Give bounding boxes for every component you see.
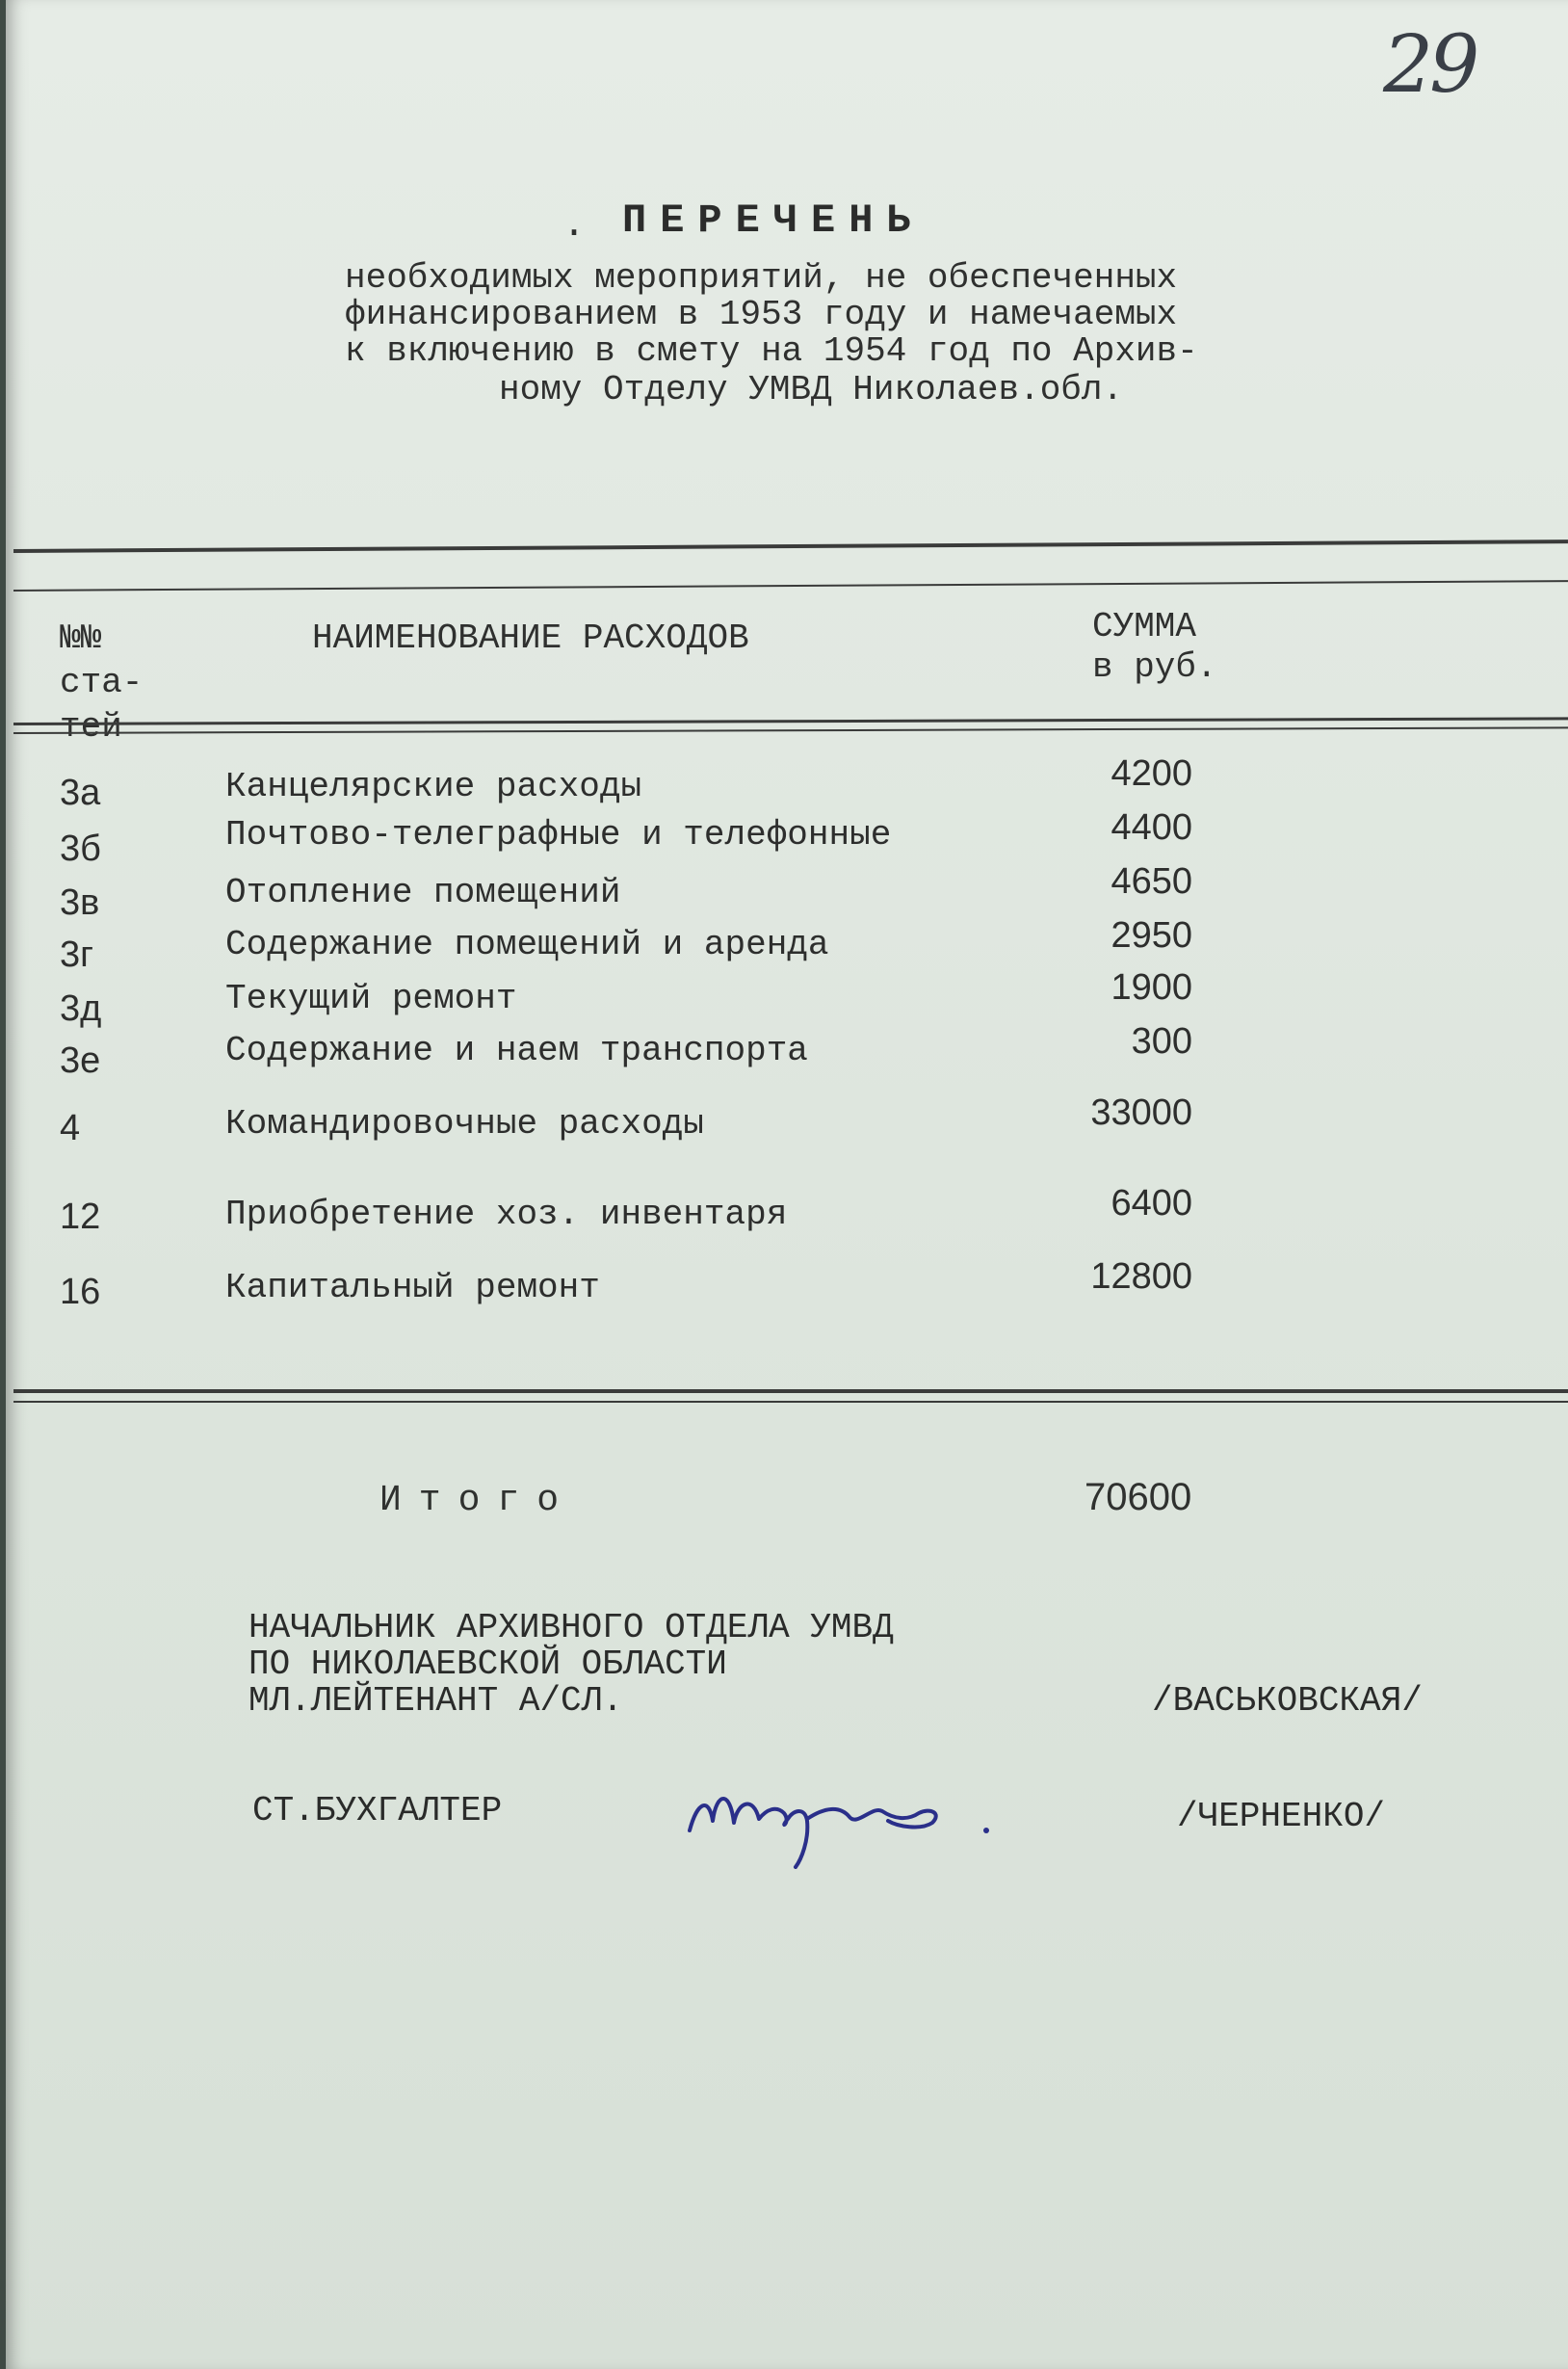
row-number: 3б	[60, 829, 101, 869]
header-bottom-rule	[13, 717, 1568, 725]
chief-name: /ВАСЬКОВСКАЯ/	[1152, 1681, 1423, 1721]
row-number: 4	[60, 1108, 81, 1148]
total-amount: 70600	[1085, 1476, 1192, 1518]
table-bottom-rule-2	[13, 1401, 1568, 1403]
subtitle-line-1: необходимых мероприятий, не обеспеченных	[345, 258, 1178, 298]
accountant-title: СТ.БУХГАЛТЕР	[252, 1791, 503, 1830]
row-number: 3в	[60, 882, 100, 923]
chief-title-line-3: МЛ.ЛЕЙТЕНАНТ А/СЛ.	[248, 1681, 623, 1721]
subtitle-line-2: финансированием в 1953 году и намечаемых	[345, 295, 1178, 334]
header-sum-col: СУММА в руб.	[1092, 607, 1217, 687]
handwritten-signature	[680, 1763, 1007, 1869]
row-number: 12	[60, 1197, 101, 1237]
table-top-rule	[13, 540, 1568, 553]
chief-title-line-2: ПО НИКОЛАЕВСКОЙ ОБЛАСТИ	[248, 1645, 727, 1684]
header-name-col: НАИМЕНОВАНИЕ РАСХОДОВ	[312, 619, 749, 658]
table-top-rule-2	[13, 580, 1568, 592]
row-amount: 4200	[1111, 753, 1192, 794]
row-amount: 300	[1131, 1021, 1192, 1062]
document-page	[6, 0, 1568, 2369]
row-amount: 4400	[1111, 807, 1192, 848]
row-name: Капитальный ремонт	[225, 1268, 600, 1307]
header-bottom-rule-2	[13, 726, 1568, 734]
row-number: 3е	[60, 1040, 101, 1081]
row-number: 3а	[60, 773, 101, 813]
row-name: Канцелярские расходы	[225, 767, 642, 806]
row-amount: 1900	[1111, 967, 1192, 1008]
row-amount: 4650	[1111, 861, 1192, 902]
row-name: Содержание и наем транспорта	[225, 1031, 808, 1070]
chief-title-line-1: НАЧАЛЬНИК АРХИВНОГО ОТДЕЛА УМВД	[248, 1608, 894, 1647]
title-dot: .	[562, 204, 587, 248]
row-name: Текущий ремонт	[225, 979, 517, 1018]
accountant-name: /ЧЕРНЕНКО/	[1177, 1797, 1386, 1836]
row-amount: 33000	[1090, 1092, 1192, 1133]
document-title: ПЕРЕЧЕНЬ	[622, 197, 925, 244]
subtitle-line-4: ному Отделу УМВД Николаев.обл.	[499, 370, 1124, 409]
row-name: Почтово-телеграфные и телефонные	[225, 815, 892, 855]
row-amount: 12800	[1090, 1256, 1192, 1297]
row-name: Содержание помещений и аренда	[225, 925, 829, 964]
table-bottom-rule	[13, 1389, 1568, 1393]
row-name: Командировочные расходы	[225, 1104, 704, 1144]
total-label: Итого	[379, 1480, 577, 1521]
row-name: Отопление помещений	[225, 873, 621, 912]
subtitle-line-3: к включению в смету на 1954 год по Архив-	[345, 331, 1198, 371]
row-amount: 2950	[1111, 915, 1192, 956]
page-number: 29	[1383, 19, 1477, 111]
row-number: 16	[60, 1272, 101, 1312]
row-number: 3д	[60, 988, 102, 1029]
row-number: 3г	[60, 934, 93, 975]
row-name: Приобретение хоз. инвентаря	[225, 1195, 788, 1234]
row-amount: 6400	[1111, 1183, 1192, 1224]
header-number-col: №№ ста- тей	[60, 619, 144, 747]
